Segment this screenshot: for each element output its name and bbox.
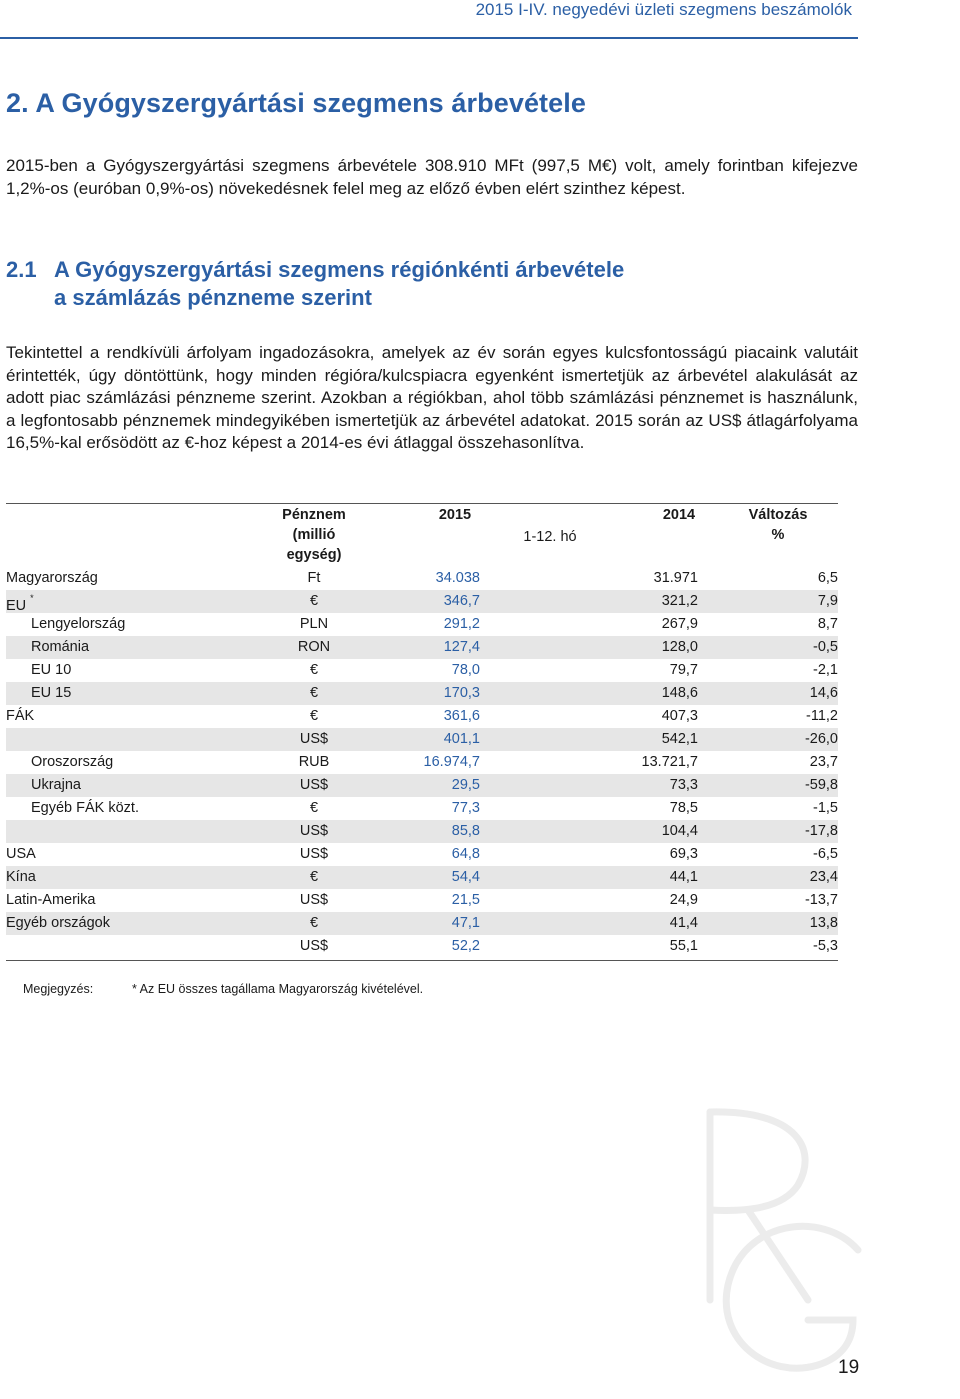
header-currency-line1: Pénznem <box>282 507 346 523</box>
table-body <box>6 567 838 958</box>
table-row <box>6 774 838 797</box>
header-currency-line2: (millió <box>292 527 336 543</box>
cell-2015: 346,7 <box>443 593 480 609</box>
table-top-rule <box>6 503 838 504</box>
region-name: Oroszország <box>31 754 114 770</box>
cell-currency: US$ <box>299 892 329 908</box>
subsection-body: Tekintettel a rendkívüli árfolyam ingadozásokra, amelyek az év során egyes kulcsfontosságú piacaink valutáit érintették, úgy döntöttünk, hogy minden régióra/kulcspiacra egyenként ismertetjük az árbevétel alakulását az adott piac számlázási pénzneme szerint. Azokban a régiókban, ahol több számlázási pénznemet is használunk, a legfontosabb pénznemek mindegyikében ismertetjük az árbevétel adatokat. 2015 során az US$ átlagárfolyama 16,5%-kal erősödött az €-hoz képest a 2014-es évi átlaggal összehasonlítva. <box>6 343 858 453</box>
cell-region <box>31 636 89 659</box>
region-name: Egyéb országok <box>6 915 110 931</box>
cell-currency: RUB <box>298 754 330 770</box>
cell-region <box>6 912 110 935</box>
header-change <box>733 505 823 545</box>
cell-currency: € <box>309 685 319 701</box>
cell-currency: € <box>309 593 319 609</box>
table-row <box>6 751 838 774</box>
footnote-marker: * <box>30 593 34 603</box>
cell-region <box>31 659 71 682</box>
cell-2015: 85,8 <box>451 823 480 839</box>
subsection-title-line2: a számlázás pénzneme szerint <box>54 285 372 310</box>
cell-2015: 21,5 <box>451 892 480 908</box>
logo-watermark <box>648 1100 878 1390</box>
cell-2014: 31.971 <box>653 570 698 586</box>
region-name: EU <box>6 597 27 614</box>
cell-2015: 34.038 <box>435 570 480 586</box>
cell-2015: 78,0 <box>451 662 480 678</box>
cell-2015: 77,3 <box>451 800 480 816</box>
cell-2015: 29,5 <box>451 777 480 793</box>
table-row <box>6 797 838 820</box>
cell-currency: € <box>309 662 319 678</box>
header-2015: 2015 <box>438 507 472 523</box>
cell-2015: 54,4 <box>451 869 480 885</box>
cell-change: -0,5 <box>813 639 838 655</box>
cell-region <box>6 843 36 866</box>
table-row <box>6 728 838 751</box>
cell-region <box>31 613 125 636</box>
header-currency <box>274 505 354 565</box>
cell-currency: US$ <box>299 938 329 954</box>
header-change-line1: Változás <box>748 507 808 523</box>
table-row <box>6 912 838 935</box>
header-currency-line3: egység) <box>286 547 342 563</box>
cell-currency: RON <box>297 639 331 655</box>
subsection-title-line1: A Gyógyszergyártási szegmens régiónkénti árbevétele <box>54 257 625 282</box>
cell-2014: 407,3 <box>661 708 698 724</box>
cell-currency: € <box>309 869 319 885</box>
cell-currency: US$ <box>299 846 329 862</box>
region-name: USA <box>6 846 36 862</box>
cell-change: 6,5 <box>817 570 838 586</box>
cell-change: -13,7 <box>804 892 838 908</box>
cell-change: -2,1 <box>813 662 838 678</box>
note-text: * Az EU összes tagállama Magyarország kivételével. <box>132 982 424 996</box>
cell-2014: 69,3 <box>669 846 698 862</box>
cell-2014: 267,9 <box>661 616 698 632</box>
cell-currency: PLN <box>299 616 329 632</box>
cell-2015: 401,1 <box>443 731 480 747</box>
cell-2014: 73,3 <box>669 777 698 793</box>
cell-2014: 55,1 <box>669 938 698 954</box>
running-header: 2015 I-IV. negyedévi üzleti szegmens beszámolók <box>475 0 852 19</box>
cell-region <box>31 682 71 705</box>
table-row <box>6 682 838 705</box>
cell-change: -26,0 <box>804 731 838 747</box>
subsection-title <box>6 256 624 312</box>
cell-currency: € <box>309 800 319 816</box>
cell-currency: € <box>309 708 319 724</box>
cell-2014: 542,1 <box>661 731 698 747</box>
table-row <box>6 636 838 659</box>
cell-change: -6,5 <box>813 846 838 862</box>
header-rule <box>0 37 858 39</box>
subsection-number: 2.1 <box>6 257 37 282</box>
cell-change: -5,3 <box>813 938 838 954</box>
header-change-line2: % <box>771 527 785 543</box>
table-row <box>6 889 838 912</box>
cell-region <box>31 751 113 774</box>
table-row <box>6 590 838 613</box>
cell-2015: 52,2 <box>451 938 480 954</box>
cell-2015: 64,8 <box>451 846 480 862</box>
cell-change: 23,4 <box>809 869 838 885</box>
section-intro: 2015-ben a Gyógyszergyártási szegmens árbevétele 308.910 MFt (997,5 M€) volt, amely forintban kifejezve 1,2%-os (euróban 0,9%-os) növekedésnek felel meg az előző évben elért szinthez képest. <box>6 156 858 198</box>
cell-change: 7,9 <box>817 593 838 609</box>
cell-2015: 127,4 <box>443 639 480 655</box>
region-name: EU 10 <box>31 662 72 678</box>
table-row <box>6 567 838 590</box>
section-title: 2. A Gyógyszergyártási szegmens árbevétele <box>6 88 586 118</box>
cell-currency: US$ <box>299 823 329 839</box>
region-name: Ukrajna <box>31 777 81 793</box>
cell-region <box>6 705 34 728</box>
cell-region <box>31 774 81 797</box>
cell-currency: US$ <box>299 731 329 747</box>
cell-currency: Ft <box>307 570 321 586</box>
header-2014: 2014 <box>662 507 696 523</box>
cell-2015: 16.974,7 <box>423 754 480 770</box>
cell-2014: 79,7 <box>669 662 698 678</box>
cell-2014: 128,0 <box>661 639 698 655</box>
cell-region <box>31 797 139 820</box>
cell-2014: 41,4 <box>669 915 698 931</box>
cell-2014: 321,2 <box>661 593 698 609</box>
table-row <box>6 866 838 889</box>
cell-region <box>6 889 95 912</box>
cell-2015: 361,6 <box>443 708 480 724</box>
table-bottom-rule <box>6 960 838 961</box>
region-name: Latin-Amerika <box>6 892 96 908</box>
cell-region <box>6 866 36 889</box>
region-name: FÁK <box>6 708 35 724</box>
cell-change: -17,8 <box>804 823 838 839</box>
cell-2015: 47,1 <box>451 915 480 931</box>
cell-currency: € <box>309 915 319 931</box>
cell-change: 8,7 <box>817 616 838 632</box>
cell-change: -1,5 <box>813 800 838 816</box>
region-name: Lengyelország <box>31 616 126 632</box>
region-name: Magyarország <box>6 570 98 586</box>
cell-2014: 24,9 <box>669 892 698 908</box>
table-row <box>6 843 838 866</box>
region-name: Románia <box>31 639 90 655</box>
cell-2014: 44,1 <box>669 869 698 885</box>
region-name: EU 15 <box>31 685 72 701</box>
cell-2014: 13.721,7 <box>641 754 698 770</box>
cell-change: -11,2 <box>806 708 838 724</box>
table-row <box>6 613 838 636</box>
table-row <box>6 820 838 843</box>
header-period: 1-12. hó <box>523 529 577 545</box>
cell-change: 23,7 <box>809 754 838 770</box>
cell-2014: 148,6 <box>661 685 698 701</box>
cell-2015: 291,2 <box>443 616 480 632</box>
cell-2015: 170,3 <box>443 685 480 701</box>
cell-currency: US$ <box>299 777 329 793</box>
page-number: 19 <box>838 1357 860 1378</box>
cell-2014: 104,4 <box>661 823 698 839</box>
table-row <box>6 705 838 728</box>
cell-change: -59,8 <box>804 777 838 793</box>
table-row <box>6 935 838 958</box>
cell-change: 13,8 <box>809 915 838 931</box>
cell-change: 14,6 <box>809 685 838 701</box>
table-row <box>6 659 838 682</box>
cell-region <box>6 567 98 590</box>
note-label: Megjegyzés: <box>23 982 94 996</box>
region-name: Egyéb FÁK közt. <box>31 800 139 816</box>
cell-2014: 78,5 <box>669 800 698 816</box>
region-name: Kína <box>6 869 36 885</box>
